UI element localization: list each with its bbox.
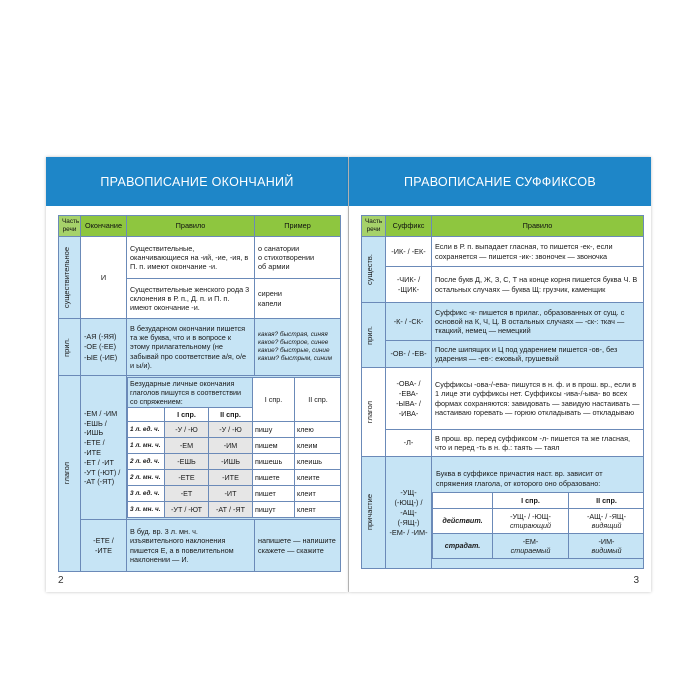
example-line: скажете — скажите [258, 545, 324, 555]
header-part-of-speech: Часть речи [362, 216, 386, 237]
adj-label-cell [59, 319, 81, 376]
left-page [46, 157, 348, 592]
conj-row [128, 438, 341, 454]
verb-rule-2: В прош. вр. перед суффиксом -л- пишется та же гласная, что и перед -ть в н. ф.: таять — таял [432, 430, 644, 457]
conj-ii-example: клеят [295, 502, 341, 518]
noun-label-cell [59, 237, 81, 319]
adj-label: прил. [365, 325, 374, 345]
ending-item: -ИТЕ [95, 546, 112, 555]
conj-i-example: пишете [253, 470, 295, 486]
ending-item: -ЕШЬ / -ИШЬ [84, 419, 107, 438]
example-line: капели [258, 298, 282, 308]
participle-label: причастие [365, 494, 374, 531]
adj-suffix-2: -ОВ- / -ЕВ- [386, 341, 432, 368]
endings-table [58, 215, 341, 572]
verb-endings-1 [81, 376, 127, 520]
conj-ii-example: клеит [295, 486, 341, 502]
conj-i-ending: -ЕТЕ [165, 470, 209, 486]
conj-i-ending: -УТ / -ЮТ [165, 502, 209, 518]
conj-ii-ending: -АТ / -ЯТ [209, 502, 253, 518]
verb-rule-1: Безударные личные окончания глаголов пишутся в соответствии со спряжением: [128, 378, 253, 408]
suffix-line: -АЩ- / -ЯЩ- [586, 511, 627, 521]
suffix-item: (-ЮЩ-) / [394, 497, 423, 507]
noun-example-1 [255, 237, 341, 279]
noun-rule-2: После букв Д, Ж, З, С, Т на конце корня пишется буква Ч. В остальных случаях — буква Щ: грузчик, каменщик [432, 267, 644, 303]
verb-suffix-1 [386, 368, 432, 430]
conj-i-example: пишем [253, 438, 295, 454]
participle-suffixes [386, 457, 432, 569]
conj-ii-ending: -ИШЬ [209, 454, 253, 470]
verb-conjugation-table [127, 377, 341, 518]
conj-i-ending: -У / -Ю [165, 422, 209, 438]
participle-label-cell [362, 457, 386, 569]
verb-rule-2: В буд. вр. 3 л. мн. ч. изъявительного наклонения пишется Е, а в повелительном наклонении — И. [127, 520, 255, 572]
conj-i-example: пишет [253, 486, 295, 502]
participle-conj-i-head: I спр. [493, 492, 569, 508]
suffix-line: -ЕМ- [522, 536, 539, 546]
header-ending: Окончание [81, 216, 127, 237]
conj-corner [128, 408, 165, 422]
right-page [349, 157, 651, 592]
ending-item: -ЕТЕ / -ИТЕ [84, 438, 105, 457]
suffix-item: -ЫВА- / [396, 399, 421, 408]
example-line: видимый [591, 545, 622, 555]
suffix-item: (-ЯЩ-) [397, 518, 420, 528]
example-line: видящий [591, 520, 622, 530]
suffix-item: -УЩ- [400, 487, 417, 497]
example-line: стирающий [509, 520, 552, 530]
page-number-left: 2 [58, 575, 64, 586]
example-conj-i-head: I спр. [253, 378, 295, 422]
conj-ii-example: клеим [295, 438, 341, 454]
participle-rule-cell [432, 457, 644, 569]
adj-examples [255, 319, 341, 376]
conj-i-ending: -ЕМ [165, 438, 209, 454]
conj-i-example: пишешь [253, 454, 295, 470]
noun-label: существительное [62, 246, 71, 309]
adj-rule-2: После шипящих и Ц под ударением пишется -ов-, без ударения — -ев-: ежовый, грушевый [432, 341, 644, 368]
participle-conj-ii-head: II спр. [569, 492, 644, 508]
conj-ii-example: клеишь [295, 454, 341, 470]
adj-label: прил. [62, 337, 71, 357]
noun-rule-1: Если в Р. п. выпадает гласная, то пишется -ек-, если сохраняется — пишется -ик-: звоночек — звоночка [432, 237, 644, 267]
noun-label: существ. [365, 253, 374, 285]
adj-rule: В безударном окончании пишется та же буква, что и в вопросе к этому прилагательному (не забывай про соответствие а/я, о/е и ы/и). [127, 319, 255, 376]
example-line: о санатории [258, 243, 300, 253]
header-rule: Правило [127, 216, 255, 237]
conj-ii-example: клеите [295, 470, 341, 486]
example-conj-ii-head: II спр. [295, 378, 341, 422]
conj-i-ending: -ЕТ [165, 486, 209, 502]
adj-suffix-1: -К- / -СК- [386, 303, 432, 341]
conj-row-label: 2 л. ед. ч. [128, 454, 165, 470]
participle-rule: Буква в суффиксе причастия наст. вр. зависит от спряжения глагола, от которого оно образовано: [436, 469, 603, 488]
example-line: стираемый [510, 545, 551, 555]
conj-row-label: 3 л. мн. ч. [128, 502, 165, 518]
conj-ii-ending: -ИТ [209, 486, 253, 502]
participle-corner [433, 492, 493, 508]
example-line: какие? быстрые, синие [258, 347, 330, 354]
conj-i-example: пишу [253, 422, 295, 438]
example-line: какое? быстрое, синее [258, 339, 329, 346]
conj-ii-example: клею [295, 422, 341, 438]
conj-row-label: 1 л. мн. ч. [128, 438, 165, 454]
conj-ii-ending: -ИМ [209, 438, 253, 454]
suffix-line: -УЩ- / -ЮЩ- [510, 511, 551, 521]
example-line: напишете — напишите [258, 536, 336, 546]
ending-item: -УТ (-ЮТ) / -АТ (-ЯТ) [84, 467, 121, 486]
ending-item: -ЕМ / -ИМ [84, 409, 118, 419]
conj-row-label: 2 л. мн. ч. [128, 470, 165, 486]
example-line: какая? быстрая, синяя [258, 331, 328, 338]
right-page-title: ПРАВОПИСАНИЕ СУФФИКСОВ [349, 157, 651, 206]
conj-row [128, 454, 341, 470]
passive-conj-ii [569, 533, 644, 558]
suffix-item: -ЕВА- [398, 388, 419, 398]
example-line: сирени [258, 289, 282, 299]
conj-row [128, 486, 341, 502]
verb-conjugation-cell [127, 376, 341, 520]
ending-item: -ОЕ (-ЕЕ) [84, 342, 117, 352]
example-line: об армии [258, 262, 290, 272]
verb-label: глагол [365, 400, 374, 424]
suffix-item: -ИВА- [398, 409, 419, 419]
verb-suffix-2: -Л- [386, 430, 432, 457]
suffix-item: -ОВА- / [396, 378, 421, 388]
verb-endings-2 [81, 520, 127, 572]
noun-example-2 [255, 279, 341, 319]
suffix-line: -ИМ- [598, 536, 615, 546]
conj-ii-ending: -ИТЕ [209, 470, 253, 486]
active-conj-i [493, 508, 569, 533]
noun-suffix-1: -ИК- / -ЕК- [386, 237, 432, 267]
header-example: Пример [255, 216, 341, 237]
noun-suffix-2: -ЧИК- / -ЩИК- [386, 267, 432, 303]
ending-item: -ЕТЕ / [93, 535, 114, 545]
passive-label: страдат. [433, 533, 493, 558]
conj-row [128, 422, 341, 438]
page-number-right: 3 [633, 575, 639, 586]
adj-endings [81, 319, 127, 376]
noun-label-cell [362, 237, 386, 303]
example-line: каким? быстрым, синим [258, 355, 332, 362]
active-label: действит. [433, 508, 493, 533]
conj-row-label: 3 л. ед. ч. [128, 486, 165, 502]
ending-item: -ЕТ / -ИТ [84, 457, 114, 467]
verb-rule-1: Суффиксы -ова-/-ева- пишутся в н. ф. и в прош. вр., если в 1 лице эти суффиксы нет. Суффиксы -ива-/-ыва- во всех формах сохраняются: завидовать — завидую настаивать — настаиваю горевать — горюю откладывать — откладываю [432, 368, 644, 430]
suffix-item: -АЩ- [400, 507, 417, 517]
conj-ii-head: II спр. [209, 408, 253, 422]
noun-rule-1: Существительные, оканчивающиеся на -ий, -ие, -ия, в П. п. имеют окончание -и. [127, 237, 255, 279]
header-rule: Правило [432, 216, 644, 237]
example-line: о стихотворении [258, 252, 315, 262]
adj-label-cell [362, 303, 386, 368]
adj-rule-1: Суффикс -к- пишется в прилаг., образованных от сущ. с основой на К, Ч, Ц. В остальных случаях — -ск-: ткач — ткацкий, немец — немецкий [432, 303, 644, 341]
verb-example-2 [255, 520, 341, 572]
verb-label-cell [362, 368, 386, 457]
verb-label-cell [59, 376, 81, 572]
header-suffix: Суффикс [386, 216, 432, 237]
suffix-item: -ЕМ- / -ИМ- [389, 528, 428, 538]
participle-table [432, 492, 644, 559]
conj-row [128, 502, 341, 518]
conj-row [128, 470, 341, 486]
verb-label: глагол [62, 462, 71, 485]
conj-i-example: пишут [253, 502, 295, 518]
conj-row-label: 1 л. ед. ч. [128, 422, 165, 438]
passive-conj-i [493, 533, 569, 558]
noun-rule-2: Существительные женского рода 3 склонения в Р. п., Д. п. и П. п. имеют окончание -и. [127, 279, 255, 319]
header-part-of-speech: Часть речи [59, 216, 81, 237]
ending-item: -ЫЕ (-ИЕ) [84, 352, 118, 362]
conj-i-ending: -ЕШЬ [165, 454, 209, 470]
ending-item: -АЯ (-ЯЯ) [84, 332, 117, 342]
conj-i-head: I спр. [165, 408, 209, 422]
noun-ending: И [81, 237, 127, 319]
conj-ii-ending: -У / -Ю [209, 422, 253, 438]
active-conj-ii [569, 508, 644, 533]
suffixes-table [361, 215, 644, 569]
left-page-title: ПРАВОПИСАНИЕ ОКОНЧАНИЙ [46, 157, 348, 206]
